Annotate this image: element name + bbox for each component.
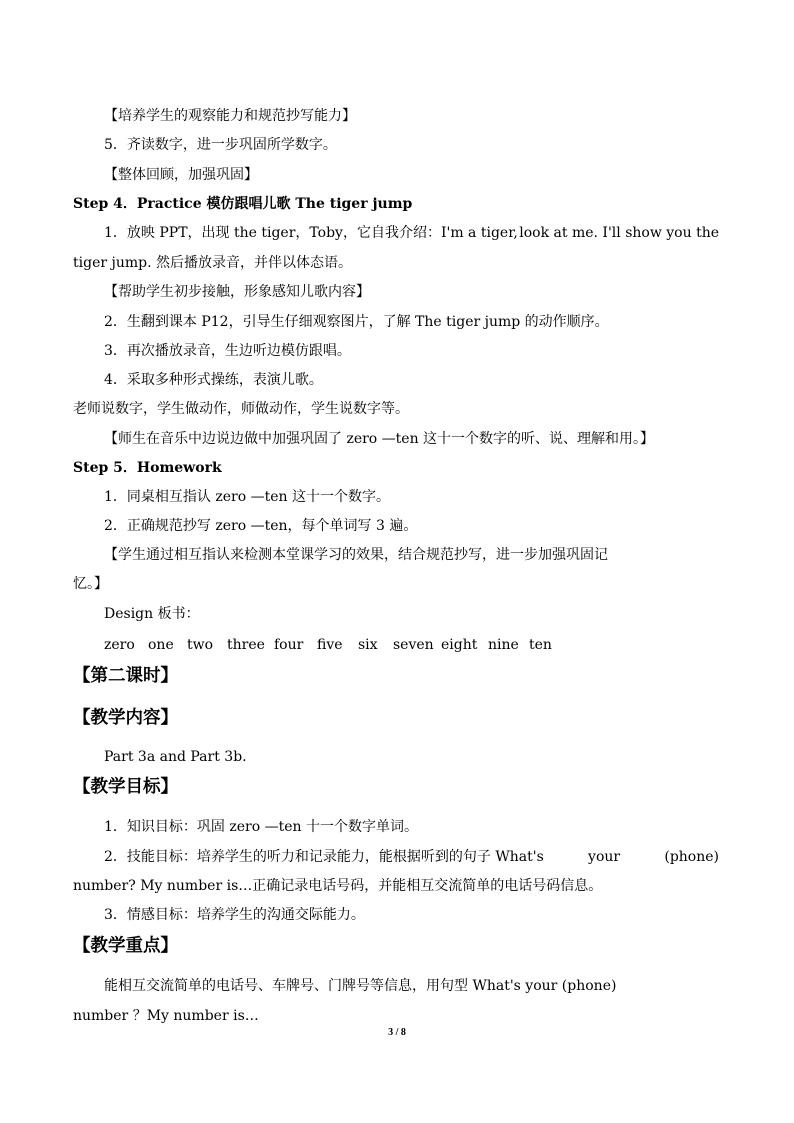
text-segment: look at me. I'll show you the: [519, 225, 719, 241]
number-word: six: [358, 637, 378, 653]
text-segment: 1．放映 PPT，出现 the tiger，Toby，它自我介绍：I'm a tiger,: [104, 225, 518, 241]
number-word: zero: [104, 637, 135, 653]
text-line: 5．齐读数字，进一步巩固所学数字。: [104, 137, 337, 153]
text-line: 3．情感目标：培养学生的沟通交际能力。: [104, 907, 365, 923]
text-segment: (phone): [664, 849, 719, 865]
number-word: three: [227, 637, 265, 653]
number-word: seven: [393, 637, 434, 653]
text-line: tiger jump. 然后播放录音，并伴以体态语。: [73, 255, 352, 271]
number-word: eight: [441, 637, 478, 653]
section-heading: 【教学重点】: [73, 936, 178, 956]
number-word: four: [274, 637, 304, 653]
text-segment: 2．技能目标：培养学生的听力和记录能力，能根据听到的句子 What's: [104, 849, 544, 865]
text-line: 【师生在音乐中边说边做中加强巩固了 zero —ten 这十一个数字的听、说、理解和用。】: [104, 431, 655, 447]
text-line: 忆。】: [73, 576, 108, 592]
section-heading: 【教学内容】: [73, 708, 178, 728]
number-word: two: [187, 637, 214, 653]
text-line: 老师说数字，学生做动作，师做动作，学生说数字等。: [73, 401, 409, 417]
text-line: number ？My number is…: [73, 1008, 259, 1024]
section-heading: 【教学目标】: [73, 777, 178, 797]
text-line: number? My number is…正确记录电话号码，并能相互交流简单的电话号码信息。: [73, 878, 603, 894]
text-line: 3．再次播放录音，生边听边模仿跟唱。: [104, 343, 351, 359]
text-line: 2．正确规范抄写 zero —ten，每个单词写 3 遍。: [104, 518, 418, 534]
step-heading: Step 5．Homework: [73, 460, 222, 476]
text-line: Design 板书：: [104, 606, 200, 622]
section-heading: 【第二课时】: [73, 666, 178, 686]
text-line: 【帮助学生初步接触，形象感知儿歌内容】: [104, 284, 370, 300]
step-heading: Step 4．Practice 模仿跟唱儿歌 The tiger jump: [73, 196, 413, 212]
text-line: 【整体回顾，加强巩固】: [104, 167, 258, 183]
text-line: 【学生通过相互指认来检测本堂课学习的效果，结合规范抄写，进一步加强巩固记: [104, 547, 608, 563]
text-line: 1．同桌相互指认 zero —ten 这十一个数字。: [104, 489, 390, 505]
number-word: ten: [529, 637, 552, 653]
text-line: [104, 223, 719, 243]
number-word: one: [148, 637, 174, 653]
text-line: 能相互交流简单的电话号、车牌号、门牌号等信息，用句型 What's your (phone): [104, 978, 617, 994]
text-line: Part 3a and Part 3b.: [104, 749, 247, 765]
number-word-list: [104, 635, 552, 655]
text-line: 4．采取多种形式操练，表演儿歌。: [104, 372, 323, 388]
text-line: 【培养学生的观察能力和规范抄写能力】: [104, 108, 356, 124]
text-line: 1．知识目标：巩固 zero —ten 十一个数字单词。: [104, 819, 418, 835]
page-number: 3 / 8: [388, 1027, 406, 1038]
number-word: nine: [488, 637, 519, 653]
text-line: [104, 847, 719, 867]
text-segment: your: [588, 849, 621, 865]
number-word: five: [317, 637, 343, 653]
text-line: 2．生翻到课本 P12，引导生仔细观察图片，了解 The tiger jump 的动作顺序。: [104, 314, 609, 330]
